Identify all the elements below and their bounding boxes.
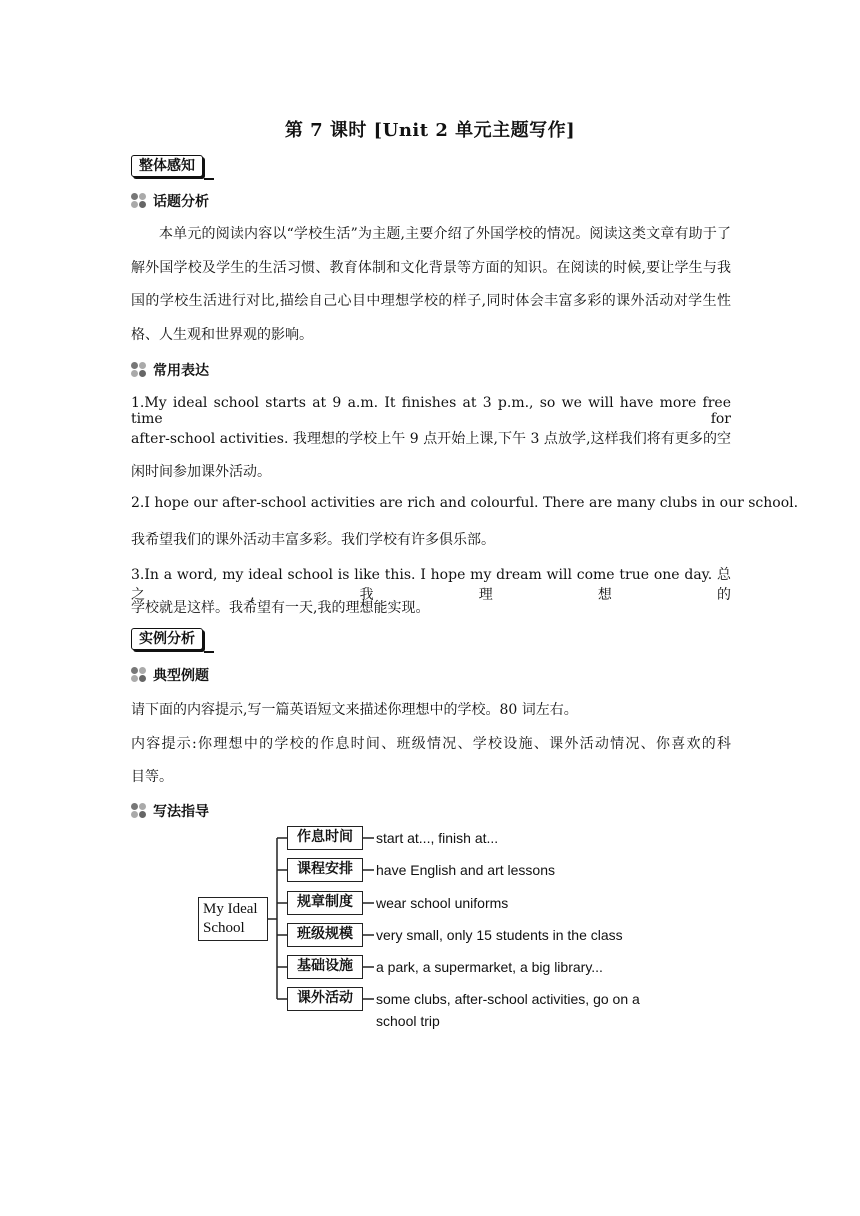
- clover-icon: [131, 362, 147, 378]
- expression-3-line-1: 3.In a word, my ideal school is like this. I hope my dream will come true one day. 总之,我理想的: [131, 567, 731, 603]
- subheading-guide-label: 写法指导: [153, 804, 209, 820]
- mindmap-detail: have English and art lessons: [376, 862, 555, 878]
- subheading-sample-label: 典型例题: [153, 668, 209, 684]
- mindmap-detail: some clubs, after-school activities, go on a school trip: [376, 991, 640, 1029]
- mindmap-detail: start at..., finish at...: [376, 830, 499, 846]
- hint-line-2: 目等。: [131, 769, 173, 785]
- subheading-sample: [131, 665, 209, 685]
- mindmap-node: 班级规模: [287, 923, 363, 947]
- mindmap-root: My Ideal School: [198, 897, 268, 941]
- mindmap-node: 课程安排: [287, 858, 363, 882]
- hint-line-1: 内容提示:你理想中的学校的作息时间、班级情况、学校设施、课外活动情况、你喜欢的科: [131, 736, 731, 752]
- expression-1-line-2: after-school activities. 我理想的学校上午 9 点开始上课,下午 3 点放学,这样我们将有更多的空: [131, 431, 731, 447]
- expression-1-line-1: 1.My ideal school starts at 9 a.m. It finishes at 3 p.m., so we will have more free time for: [131, 395, 731, 427]
- subheading-guide: [131, 801, 209, 821]
- expression-3-line-2: 学校就是这样。我希望有一天,我的理想能实现。: [131, 600, 430, 616]
- expression-2-line-1: 2.I hope our after-school activities are rich and colourful. There are many clubs in our school.: [131, 495, 799, 511]
- mindmap-detail: wear school uniforms: [376, 895, 509, 911]
- expression-2-line-2: 我希望我们的课外活动丰富多彩。我们学校有许多俱乐部。: [131, 532, 495, 548]
- mindmap-detail: a park, a supermarket, a big library...: [376, 959, 603, 975]
- subheading-expressions: [131, 360, 209, 380]
- section-tag-example: 实例分析: [131, 628, 203, 650]
- clover-icon: [131, 667, 147, 683]
- mindmap-node: 课外活动: [287, 987, 363, 1011]
- clover-icon: [131, 803, 147, 819]
- task-line: 请下面的内容提示,写一篇英语短文来描述你理想中的学校。80 词左右。: [131, 702, 578, 718]
- mindmap-detail: very small, only 15 students in the class: [376, 927, 623, 943]
- section-tag-overall: 整体感知: [131, 155, 203, 177]
- mindmap-node: 规章制度: [287, 891, 363, 915]
- subheading-topic: [131, 191, 209, 211]
- clover-icon: [131, 193, 147, 209]
- subheading-topic-label: 话题分析: [153, 194, 209, 210]
- mindmap-node: 作息时间: [287, 826, 363, 850]
- mindmap-node: 基础设施: [287, 955, 363, 979]
- subheading-expressions-label: 常用表达: [153, 363, 209, 379]
- page-title: 第 7 课时 [Unit 2 单元主题写作]: [284, 120, 576, 141]
- expression-1-line-3: 闲时间参加课外活动。: [131, 464, 271, 480]
- topic-paragraph: 本单元的阅读内容以“学校生活”为主题,主要介绍了外国学校的情况。阅读这类文章有助于了解外国学校及学生的生活习惯、教育体制和文化背景等方面的知识。在阅读的时候,要让学生与我国的学校生活进行对比,描绘自己心目中理想学校的样子,同时体会丰富多彩的课外活动对学生性格、人生观和世界观的影响。: [131, 226, 731, 343]
